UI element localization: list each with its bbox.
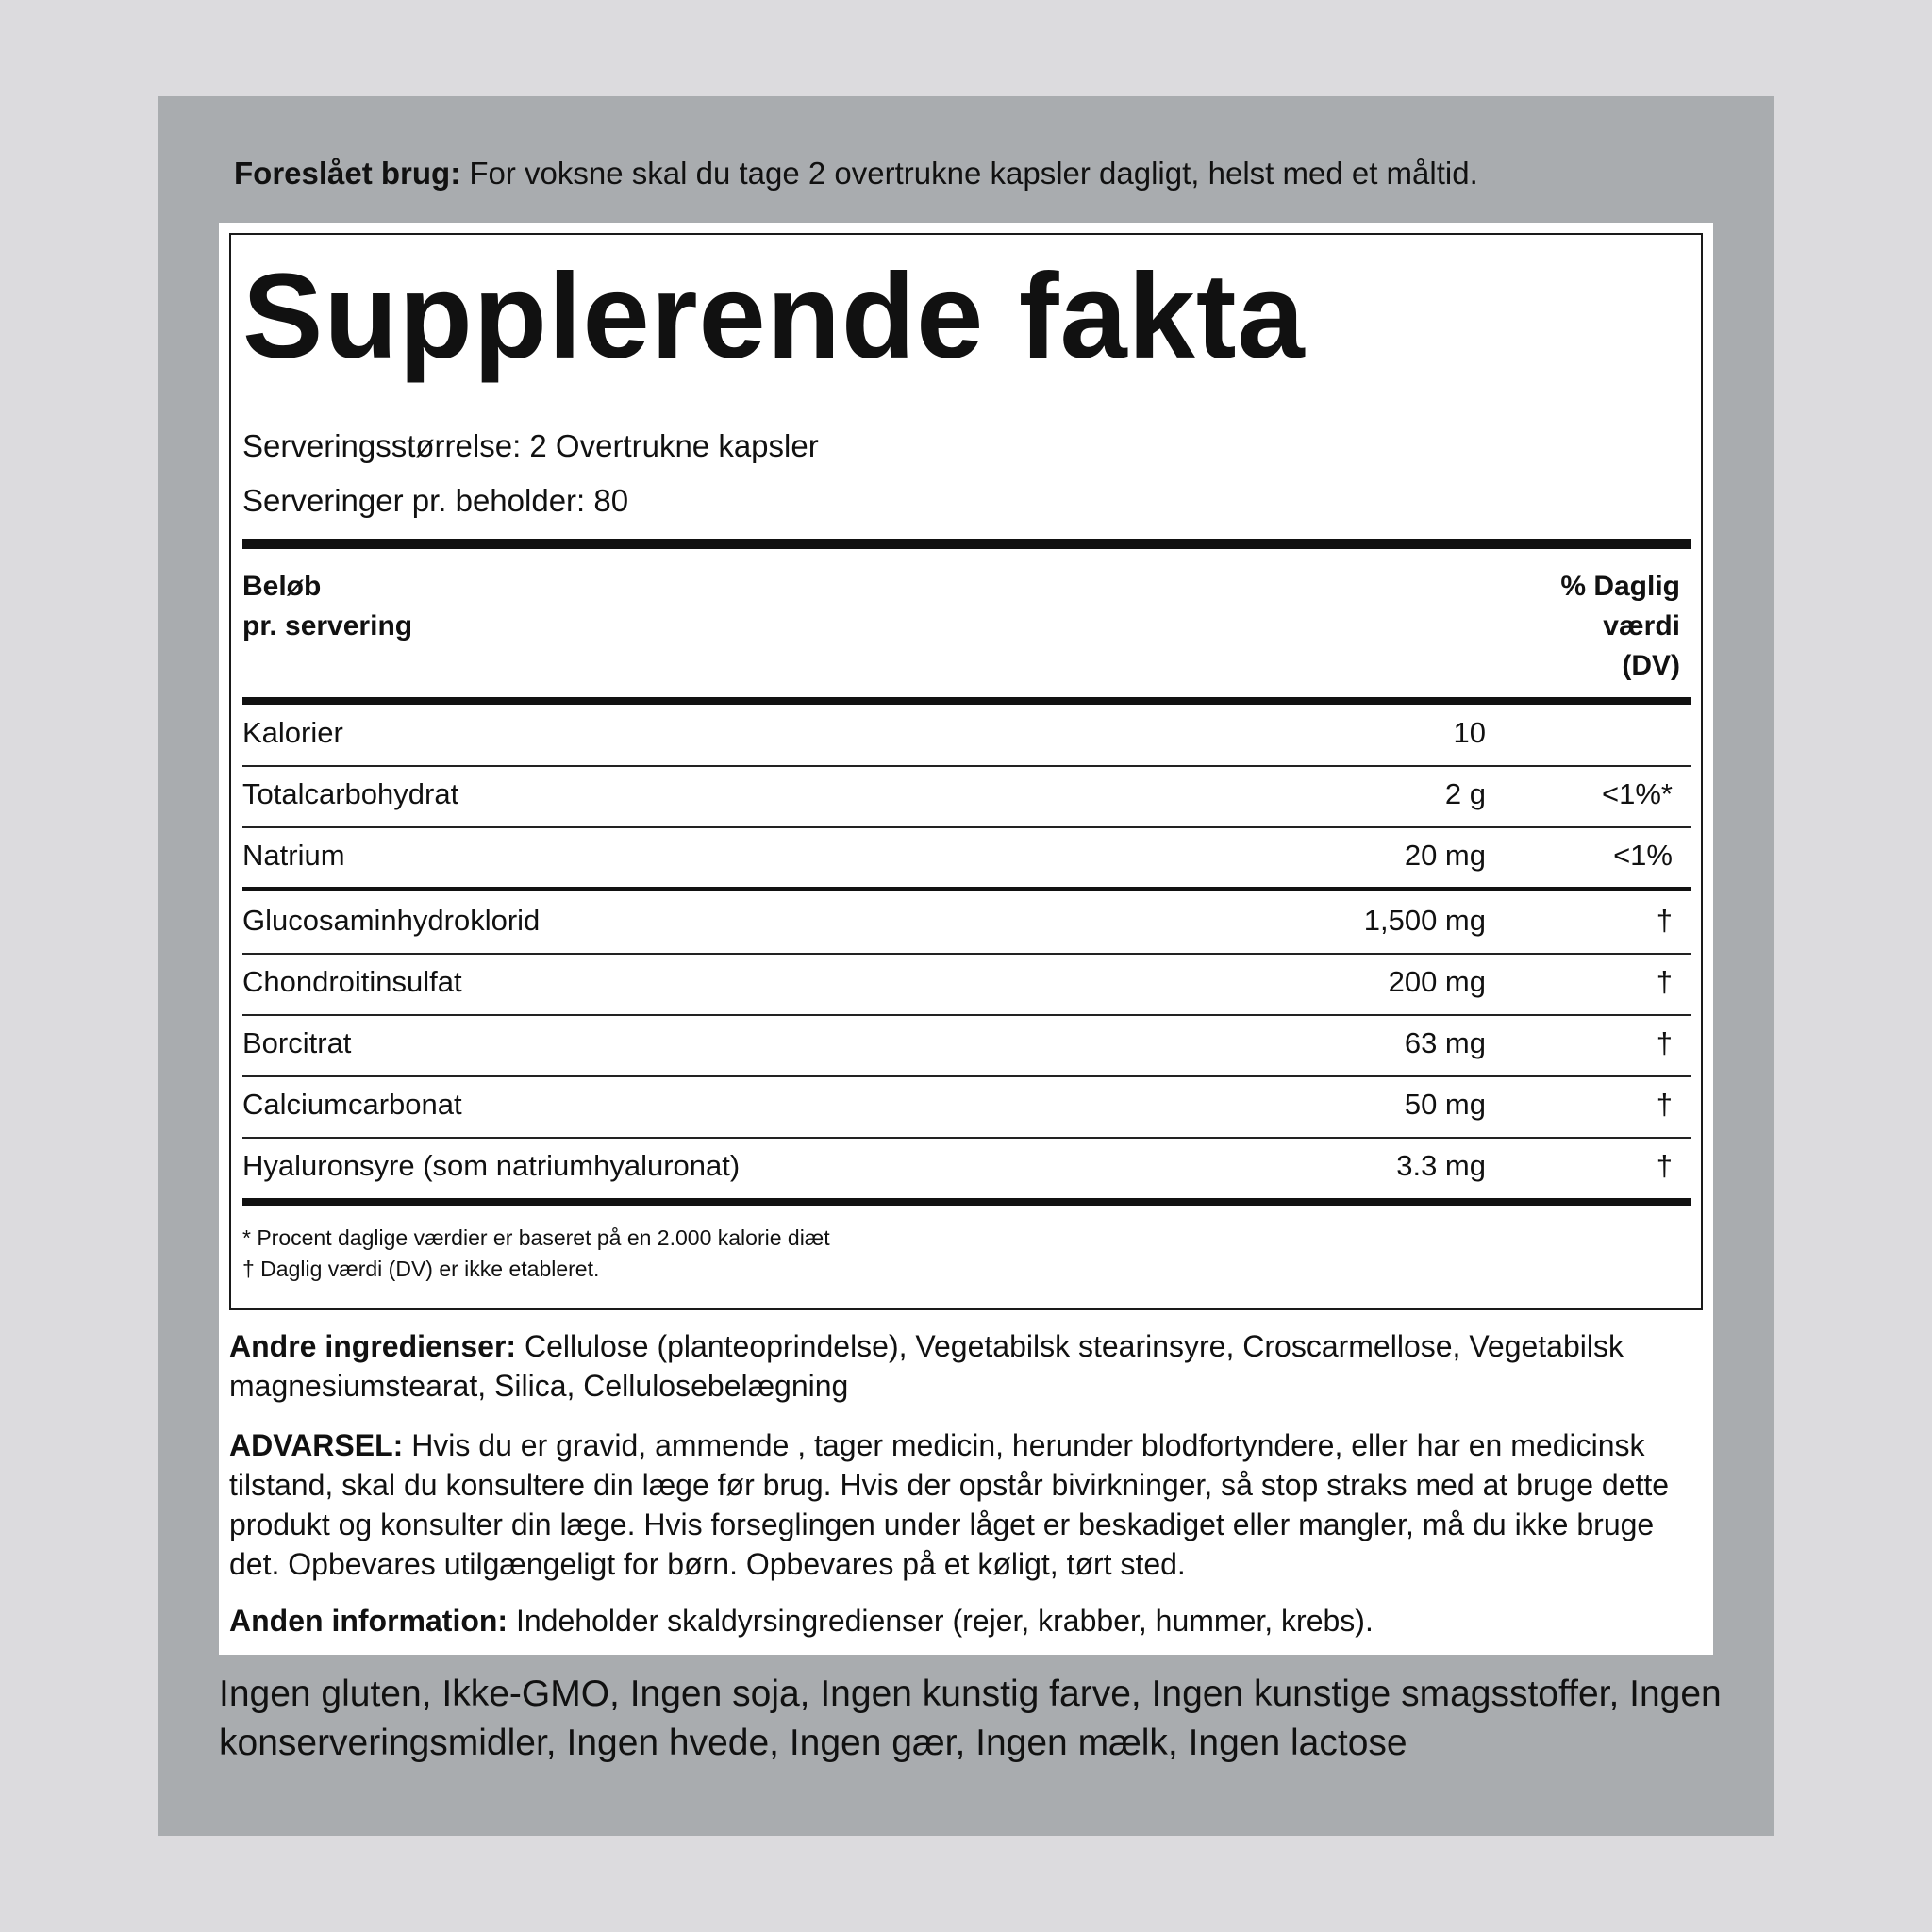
warning xyxy=(229,1425,1707,1584)
nutrient-dv: † xyxy=(1656,1088,1673,1121)
nutrient-row xyxy=(242,891,1691,951)
nutrient-amount: 3.3 mg xyxy=(1396,1149,1486,1182)
nutrient-dv: † xyxy=(1656,1149,1673,1182)
amount-per-serving-header xyxy=(242,567,412,646)
header-right-line1: % Daglig xyxy=(1560,571,1680,602)
nutrient-amount: 200 mg xyxy=(1388,965,1486,998)
footnote-dagger: † Daglig værdi (DV) er ikke etableret. xyxy=(242,1257,600,1281)
serving-size: Serveringsstørrelse: 2 Overtrukne kapsler xyxy=(242,428,819,463)
nutrient-name: Chondroitinsulfat xyxy=(242,965,462,998)
divider-thick xyxy=(242,539,1691,549)
warning-label: ADVARSEL: xyxy=(229,1428,404,1462)
nutrient-amount: 1,500 mg xyxy=(1363,904,1486,937)
header-right-line2: værdi xyxy=(1603,610,1680,641)
nutrient-amount: 20 mg xyxy=(1404,839,1486,872)
header-right-line3: (DV) xyxy=(1622,650,1680,681)
nutrient-row xyxy=(242,1013,1691,1074)
nutrient-name: Totalcarbohydrat xyxy=(242,777,459,810)
other-information-text: Indeholder skaldyrsingredienser (rejer, krabber, hummer, krebs). xyxy=(508,1604,1374,1638)
supplement-facts-box xyxy=(229,233,1703,1310)
nutrient-dv: † xyxy=(1656,904,1673,937)
divider-thick xyxy=(242,1198,1691,1206)
nutrient-dv: <1% xyxy=(1613,839,1673,872)
nutrient-row xyxy=(242,1074,1691,1135)
suggested-use-text: For voksne skal du tage 2 overtrukne kapsler dagligt, helst med et måltid. xyxy=(460,156,1478,191)
other-information-label: Anden information: xyxy=(229,1604,508,1638)
nutrient-amount: 50 mg xyxy=(1404,1088,1486,1121)
free-from-claims: Ingen gluten, Ikke-GMO, Ingen soja, Ingen kunstig farve, Ingen kunstige smagsstoffer, Ingen konserveringsmidler, Ingen hvede, Ingen gær, Ingen mælk, Ingen lactose xyxy=(219,1674,1722,1763)
header-left-line2: pr. servering xyxy=(242,610,413,641)
nutrient-row xyxy=(242,1136,1691,1196)
daily-value-header xyxy=(1560,567,1680,686)
suggested-use-label: Foreslået brug: xyxy=(234,156,461,191)
nutrient-name: Kalorier xyxy=(242,716,343,749)
footnote-percent-dv: * Procent daglige værdier er baseret på en 2.000 kalorie diæt xyxy=(242,1225,830,1250)
nutrient-amount: 2 g xyxy=(1444,777,1486,810)
suggested-use xyxy=(234,153,1706,194)
nutrient-amount: 63 mg xyxy=(1404,1026,1486,1059)
other-ingredients-text: Cellulose (planteoprindelse), Vegetabilsk stearinsyre, Croscarmellose, Vegetabilsk magnesiumstearat, Silica, Cellulosebelægning xyxy=(229,1329,1624,1403)
nutrient-name: Borcitrat xyxy=(242,1026,352,1059)
nutrient-name: Glucosaminhydroklorid xyxy=(242,904,541,937)
nutrient-dv: <1%* xyxy=(1602,777,1673,810)
other-ingredients-label: Andre ingredienser: xyxy=(229,1329,517,1363)
nutrient-row xyxy=(242,825,1691,886)
nutrient-amount: 10 xyxy=(1453,716,1486,749)
nutrient-row xyxy=(242,764,1691,824)
nutrient-name: Natrium xyxy=(242,839,345,872)
nutrient-dv: † xyxy=(1656,1026,1673,1059)
other-ingredients xyxy=(229,1326,1707,1406)
header-left-line1: Beløb xyxy=(242,571,322,602)
facts-title: Supplerende fakta xyxy=(242,249,1306,384)
nutrient-name: Hyaluronsyre (som natriumhyaluronat) xyxy=(242,1149,741,1182)
nutrient-row xyxy=(242,952,1691,1012)
warning-text: Hvis du er gravid, ammende , tager medicin, herunder blodfortyndere, eller har en medicinsk tilstand, skal du konsultere din læge før brug. Hvis der opstår bivirkninger, så stop straks med at bruge dette produkt og konsulter din læge. Hvis forseglingen under låget er beskadiget eller mangler, må du ikke bruge det. Opbevares utilgængeligt for børn. Opbevares på et køligt, tørt sted. xyxy=(229,1428,1670,1581)
nutrient-row xyxy=(242,703,1691,763)
nutrient-name: Calciumcarbonat xyxy=(242,1088,462,1121)
nutrient-dv: † xyxy=(1656,965,1673,998)
other-information xyxy=(229,1601,1707,1641)
servings-per-container: Serveringer pr. beholder: 80 xyxy=(242,483,629,518)
